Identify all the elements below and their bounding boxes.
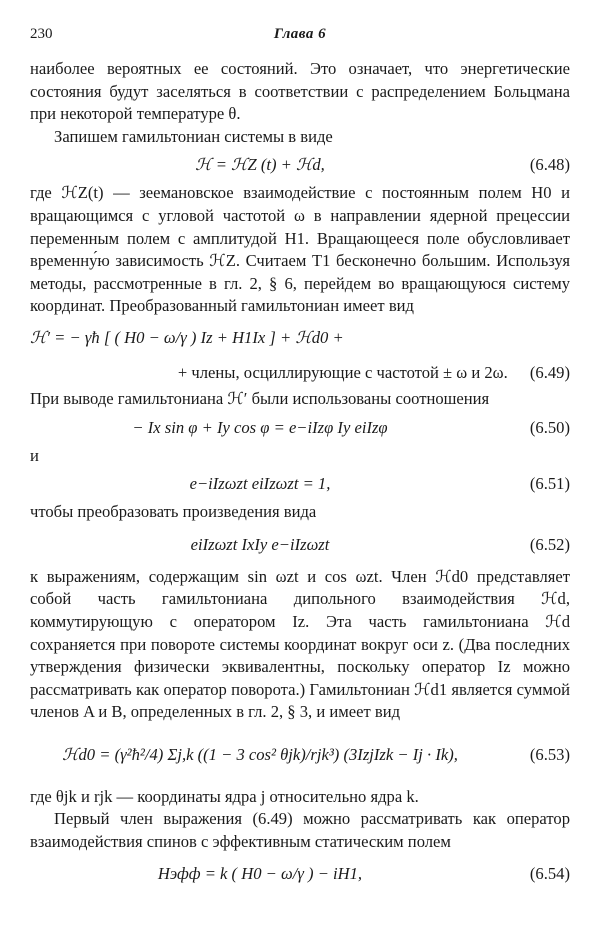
running-header [30, 26, 570, 46]
equation-number: (6.48) [529, 155, 570, 175]
equation-6-48 [30, 148, 570, 182]
equation-formula: ℋd0 = (γ²ħ²/4) Σj,k ((1 − 3 cos² θjk)/rjk³) (3IzjIzk − Ij · Ik), [62, 744, 458, 764]
paragraph: где θjk и rjk — координаты ядра j относительно ядра k. [30, 786, 419, 806]
paragraph: чтобы преобразовать произведения вида [30, 502, 317, 522]
equation-number: (6.54) [529, 863, 570, 883]
page-body [30, 58, 570, 894]
chapter-title: Глава 6 [273, 26, 327, 42]
equation-6-53 [30, 724, 570, 786]
equation-number: (6.52) [529, 534, 570, 554]
equation-number: (6.50) [529, 417, 570, 437]
equation-formula: ℋ = ℋZ (t) + ℋd, [195, 155, 325, 175]
equation-formula: e−iIzωzt eiIzωzt = 1, [189, 474, 331, 494]
equation-formula: ℋ′ = − γħ [ ( H0 − ω/γ ) Iz + H1Ix ] + ℋd0 + [30, 327, 344, 347]
equation-6-52 [30, 524, 570, 566]
paragraph: где ℋZ(t) — зеемановское взаимодействие с постоянным полем H0 и вращающимся с угловой частотой ω в направлении ядерной прецессии переменным полем с амплитудой H1. Вращающееся поле обусловливает временну́ю зависимость ℋZ. Считаем T1 бесконечно большим. Используя методы, рассмотренные в гл. 2, § 6, перейдем во вращающуюся систему координат. Преобразованный гамильтониан имеет вид [30, 183, 570, 316]
conjunction: и [30, 445, 39, 465]
paragraph: к выражениям, содержащим sin ωzt и cos ωzt. Член ℋd0 представляет собой часть гамильтониана дипольного взаимодействия ℋd, коммутирующую с оператором Iz. Эта часть гамильтониана ℋd сохраняется при повороте системы координат вокруг оси z. (Два последних утверждения физически эквивалентны, поскольку оператор Iz можно рассматривать как оператор поворота.) Гамильтониан ℋd1 является суммой членов A и B, определенных в гл. 2, § 3, и имеет вид [30, 566, 570, 722]
equation-6-51 [30, 467, 570, 501]
equation-formula: − Ix sin φ + Iy cos φ = e−iIzφ Iy eiIzφ [132, 417, 388, 437]
equation-number: (6.53) [529, 744, 570, 764]
equation-continuation [30, 358, 570, 388]
paragraph: При выводе гамильтониана ℋ′ были использованы соотношения [30, 388, 490, 408]
paragraph: Запишем гамильтониан системы в виде [54, 126, 333, 146]
paragraph: наиболее вероятных ее состояний. Это означает, что энергетические состояния будут заселяться в соответствии с распределением Больцмана при некоторой температуре θ. [30, 59, 570, 124]
equation-6-50 [30, 411, 570, 445]
equation-formula: Hэфф = k ( H0 − ω/γ ) − iH1, [157, 863, 363, 883]
equation-formula: + члены, осциллирующие с частотой ± ω и 2ω. [177, 362, 508, 382]
equation-number: (6.49) [529, 362, 570, 382]
paragraph: Первый член выражения (6.49) можно рассматривать как оператор взаимодействия спинов с эффективным статическим полем [30, 809, 570, 852]
page-number: 230 [30, 26, 53, 42]
equation-6-54 [30, 854, 570, 894]
equation-formula: eiIzωzt IxIy e−iIzωzt [190, 534, 330, 554]
equation-number: (6.51) [529, 474, 570, 494]
equation-6-49 [30, 318, 570, 388]
